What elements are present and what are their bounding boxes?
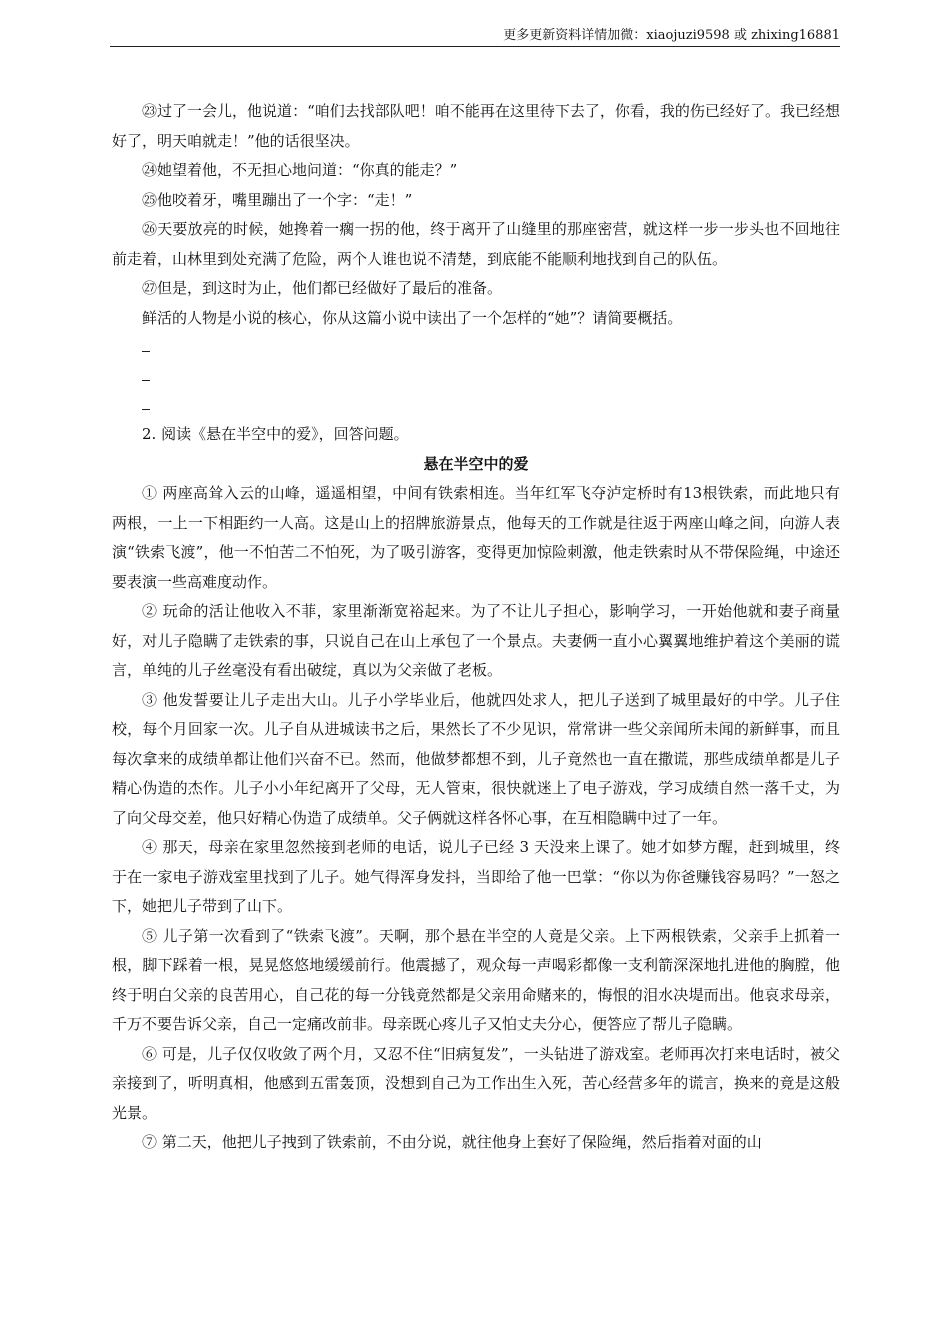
answer-blank xyxy=(142,335,150,352)
answer-blank xyxy=(142,364,150,381)
page-header xyxy=(110,26,840,47)
answer-line[interactable] xyxy=(112,362,840,391)
answer-line[interactable] xyxy=(112,333,840,362)
article-paragraph: ① 两座高耸入云的山峰，遥遥相望，中间有铁索相连。当年红军飞夺泸定桥时有13根铁索，而此地只有两根，一上一下相距约一人高。这是山上的招牌旅游景点，他每天的工作就是往返于两座山峰之间，向游人表演“铁索飞渡”，他一不怕苦二不怕死，为了吸引游客，变得更加惊险刺激，他走铁索时从不带保险绳，中途还要表演一些高难度动作。 xyxy=(112,484,840,591)
article-paragraph: ② 玩命的活让他收入不菲，家里渐渐宽裕起来。为了不让儿子担心，影响学习，一开始他就和妻子商量好，对儿子隐瞒了走铁索的事，只说自己在山上承包了一个景点。夫妻俩一直小心翼翼地维护着这个美丽的谎言，单纯的儿子丝毫没有看出破绽，真以为父亲做了老板。 xyxy=(112,602,840,679)
story-paragraph-26: ㉖天要放亮的时候，她搀着一瘸一拐的他，终于离开了山缝里的那座密营，就这样一步一步头也不回地往前走着，山林里到处充满了危险，两个人谁也说不清楚，到底能不能顺利地找到自己的队伍。 xyxy=(112,220,840,268)
article-paragraph: ⑤ 儿子第一次看到了“铁索飞渡”。天啊，那个悬在半空的人竟是父亲。上下两根铁索，父亲手上抓着一根，脚下踩着一根，晃晃悠悠地缓缓前行。他震撼了，观众每一声喝彩都像一支利箭深深地扎进他的胸膛，他终于明白父亲的良苦用心，自己花的每一分钱竟然都是父亲用命赌来的，悔恨的泪水决堤而出。他哀求母亲，千万不要告诉父亲，自己一定痛改前非。母亲既心疼儿子又怕丈夫分心，便答应了帮儿子隐瞒。 xyxy=(112,926,840,1033)
answer-line[interactable] xyxy=(112,391,840,420)
article-paragraph: ④ 那天，母亲在家里忽然接到老师的电话，说儿子已经 3 天没来上课了。她才如梦方醒，赶到城里，终于在一家电子游戏室里找到了儿子。她气得浑身发抖，当即给了他一巴掌：“你以为你爸赚钱容易吗？”一怒之下，她把儿子带到了山下。 xyxy=(112,838,840,915)
story-paragraph-27: ㉗但是，到这时为止，他们都已经做好了最后的准备。 xyxy=(142,279,503,297)
answer-blank xyxy=(142,393,150,410)
article-title: 悬在半空中的爱 xyxy=(423,454,529,473)
article-paragraph: ③ 他发誓要让儿子走出大山。儿子小学毕业后，他就四处求人，把儿子送到了城里最好的中学。儿子住校，每个月回家一次。儿子自从进城读书之后，果然长了不少见识，常常讲一些父亲闻所未闻的新鲜事，而且每次拿来的成绩单都让他们兴奋不已。然而，他做梦都想不到，儿子竟然也一直在撒谎，那些成绩单都是儿子精心伪造的杰作。儿子小小年纪离开了父母，无人管束，很快就迷上了电子游戏，学习成绩自然一落千丈，为了向父母交差，他只好精心伪造了成绩单。父子俩就这样各怀心事，在互相隐瞒中过了一年。 xyxy=(112,690,840,827)
header-contact-text: 更多更新资料详情加微：xiaojuzi9598 或 zhixing16881 xyxy=(503,28,840,43)
article-paragraph: ⑦ 第二天，他把儿子拽到了铁索前，不由分说，就往他身上套好了保险绳，然后指着对面的山 xyxy=(142,1133,762,1151)
question-2-prompt: 2. 阅读《悬在半空中的爱》，回答问题。 xyxy=(142,425,409,443)
document-body xyxy=(112,97,840,1158)
story-paragraph-24: ㉔她望着他，不无担心地问道：“你真的能走？” xyxy=(142,161,458,179)
story-paragraph-23: ㉓过了一会儿，他说道：“咱们去找部队吧！咱不能再在这里待下去了，你看，我的伤已经好了。我已经想好了，明天咱就走！”他的话很坚决。 xyxy=(112,102,840,150)
story-paragraph-25: ㉕他咬着牙，嘴里蹦出了一个字：“走！” xyxy=(142,190,413,209)
article-paragraph: ⑥ 可是，儿子仅仅收敛了两个月，又忍不住“旧病复发”，一头钻进了游戏室。老师再次打来电话时，被父亲接到了，听明真相，他感到五雷轰顶，没想到自己为工作出生入死，苦心经营多年的谎言，换来的竟是这般光景。 xyxy=(112,1044,840,1122)
question-text: 鲜活的人物是小说的核心，你从这篇小说中读出了一个怎样的“她”？请简要概括。 xyxy=(142,308,683,327)
